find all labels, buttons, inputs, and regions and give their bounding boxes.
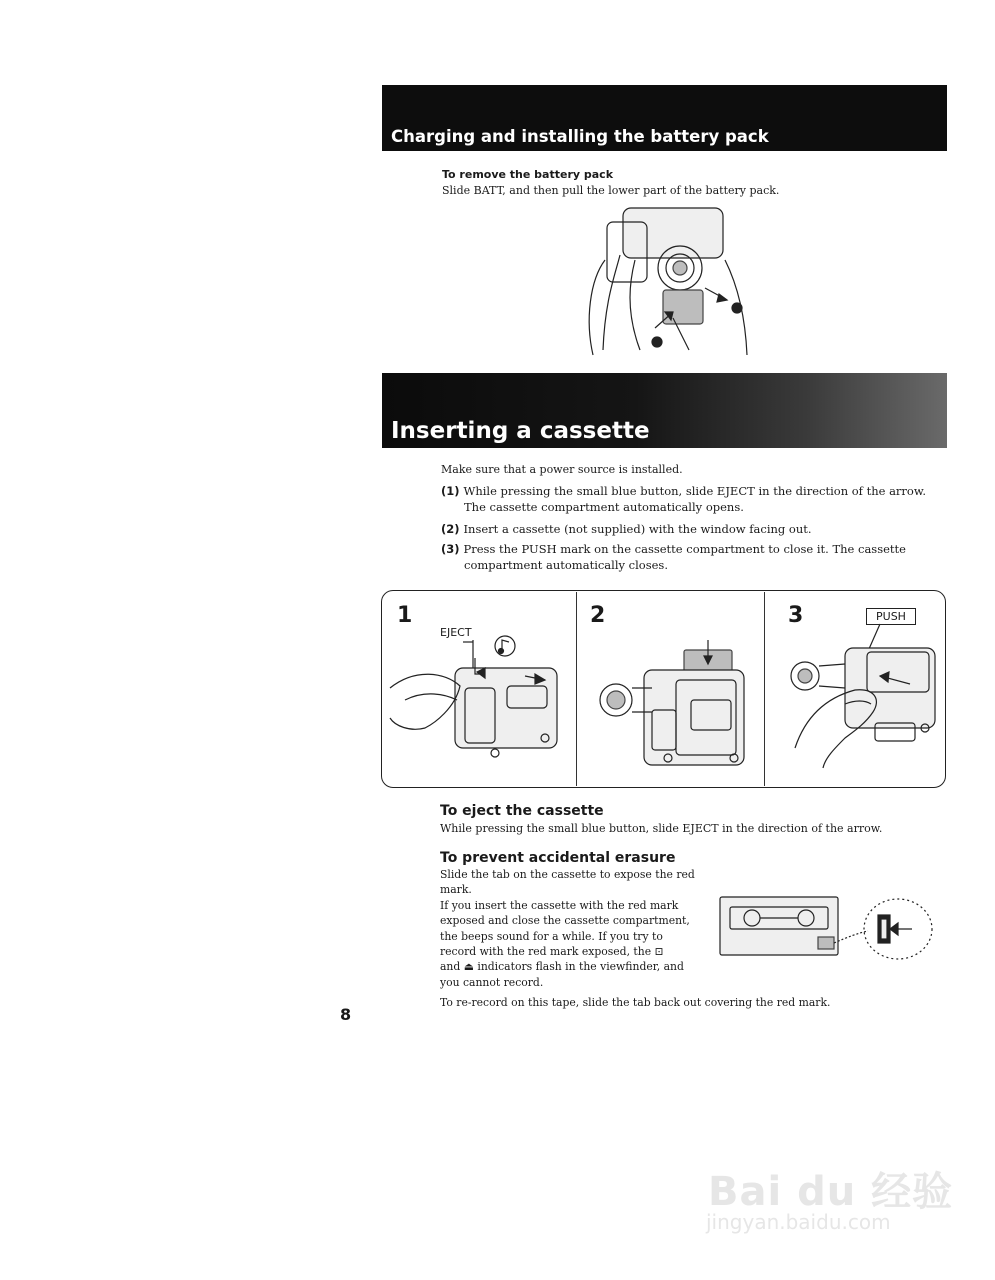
- remove-battery-text: Slide BATT, and then pull the lower part of the battery pack.: [442, 184, 780, 197]
- intro-text: Make sure that a power source is installed.: [441, 463, 683, 476]
- panel-divider: [764, 592, 765, 786]
- section-banner-cassette: [382, 373, 947, 448]
- section-banner-battery: [382, 85, 947, 151]
- panel-divider: [576, 592, 577, 786]
- watermark-brand: Bai du 经验: [708, 1169, 954, 1215]
- step-1: [441, 483, 946, 515]
- erasure-line: mark.: [440, 883, 472, 897]
- step-text: Insert a cassette (not supplied) with the window facing out.: [463, 522, 812, 536]
- watermark-url: jingyan.baidu.com: [706, 1210, 891, 1234]
- erasure-line: the beeps sound for a while. If you try to: [440, 929, 663, 943]
- erasure-line: If you insert the cassette with the red mark: [440, 898, 679, 912]
- eject-label: EJECT: [440, 626, 472, 639]
- insert-cassette-illustration: [596, 640, 761, 780]
- page-number: 8: [340, 1005, 352, 1024]
- section-title: Inserting a cassette: [391, 418, 650, 444]
- rerecord-text: To re-record on this tape, slide the tab back out covering the red mark.: [440, 996, 831, 1009]
- erasure-line: Slide the tab on the cassette to expose the red: [440, 868, 695, 881]
- step-3: [441, 541, 946, 573]
- eject-text: While pressing the small blue button, slide EJECT in the direction of the arrow.: [440, 822, 883, 835]
- erasure-heading: To prevent accidental erasure: [440, 850, 676, 866]
- panel-number-3: 3: [788, 603, 804, 628]
- remove-battery-heading: To remove the battery pack: [442, 168, 614, 181]
- eject-camcorder-illustration: [385, 628, 573, 778]
- cassette-tab-illustration: [718, 893, 934, 965]
- battery-removal-illustration: [585, 200, 755, 360]
- step-2: [441, 521, 946, 537]
- step-text-continued: The cassette compartment automatically opens.: [464, 500, 744, 514]
- erasure-line: exposed and close the cassette compartment,: [440, 914, 690, 928]
- step-text: While pressing the small blue button, slide EJECT in the direction of the arrow.: [463, 484, 926, 498]
- erasure-text: [440, 867, 710, 990]
- eject-heading: To eject the cassette: [440, 803, 604, 819]
- step-text-continued: compartment automatically closes.: [464, 558, 668, 572]
- step-number: (3): [441, 542, 460, 556]
- step-text: Press the PUSH mark on the cassette compartment to close it. The cassette: [463, 542, 906, 556]
- panel-number-2: 2: [590, 603, 606, 628]
- push-close-illustration: [785, 628, 945, 778]
- step-number: (1): [441, 484, 460, 498]
- panel-number-1: 1: [397, 603, 413, 628]
- step-number: (2): [441, 522, 460, 536]
- erasure-line: record with the red mark exposed, the ⊡: [440, 945, 664, 959]
- push-label: PUSH: [866, 608, 916, 625]
- section-title: Charging and installing the battery pack: [391, 127, 769, 146]
- erasure-line: and ⏏ indicators flash in the viewfinder, and: [440, 960, 684, 974]
- erasure-line: you cannot record.: [440, 975, 544, 989]
